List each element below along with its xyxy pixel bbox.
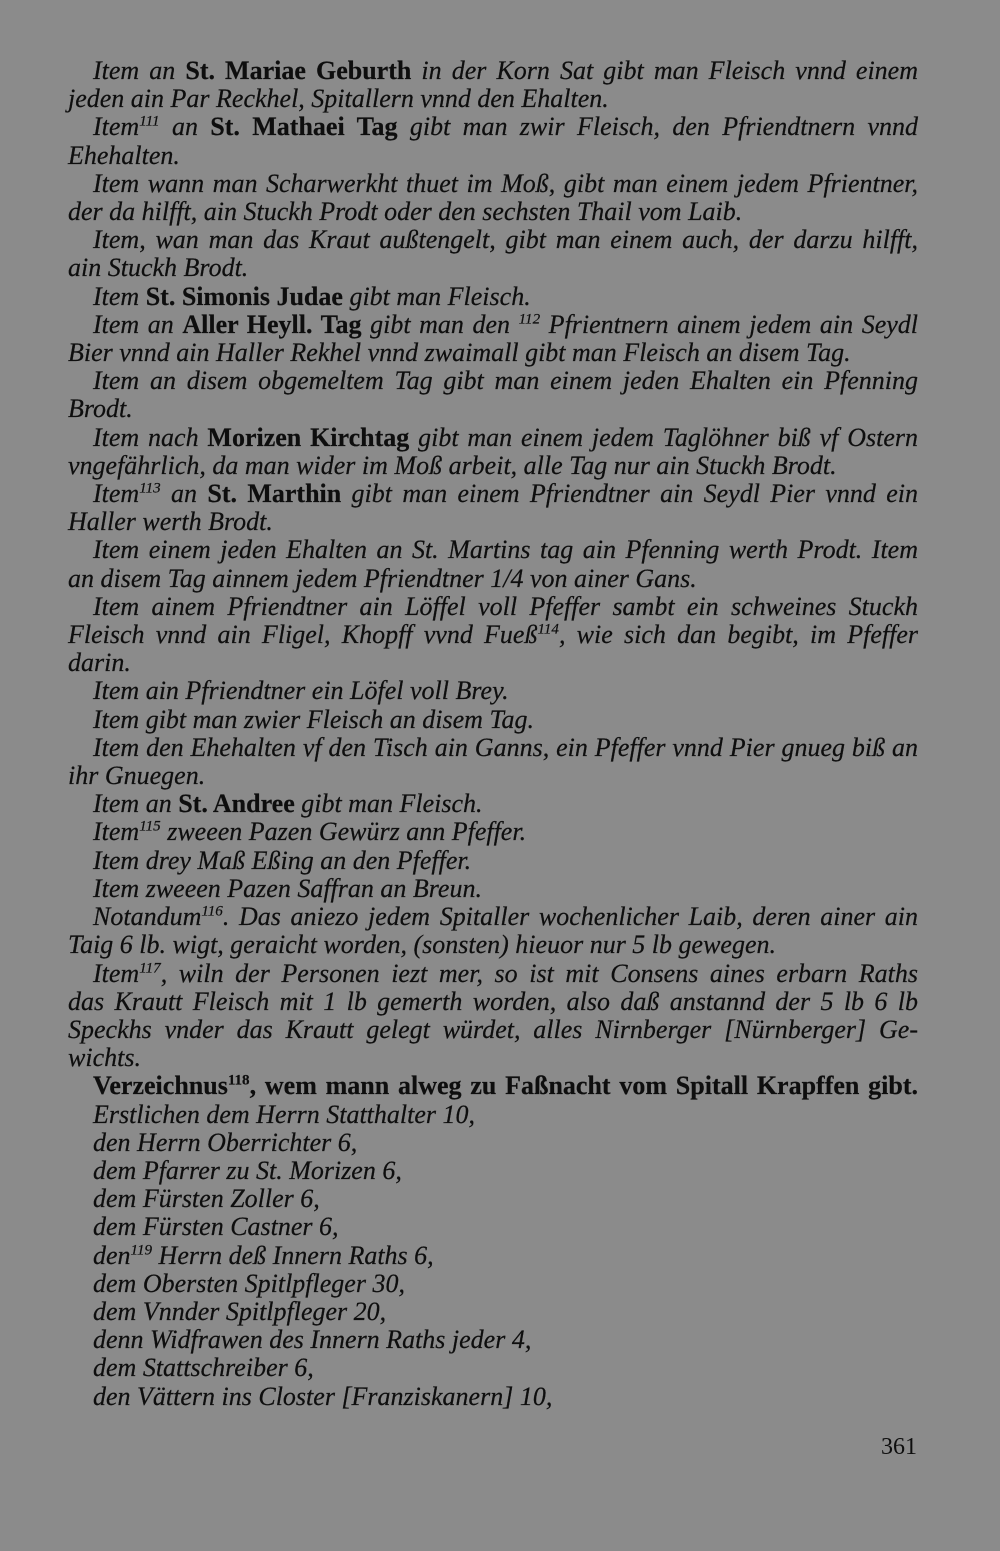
text-line <box>68 818 918 846</box>
italic-text: Haller werth Brodt. <box>68 507 273 537</box>
text-line <box>68 931 918 959</box>
italic-text: in der Korn Sat gibt man Fleisch vnnd einem <box>411 56 918 85</box>
list-item <box>68 1383 918 1411</box>
text-line <box>68 395 918 423</box>
list-item <box>68 1326 918 1354</box>
italic-text: dem Stattschreiber 6, <box>93 1353 314 1383</box>
text-line <box>68 734 918 762</box>
text-line <box>68 113 918 141</box>
italic-text: den <box>93 1240 131 1270</box>
list-item <box>68 1129 918 1157</box>
italic-text: Item <box>93 958 140 988</box>
italic-text: an <box>159 112 211 142</box>
list-item <box>68 1101 918 1129</box>
text-line <box>68 424 918 452</box>
feast-day-name: St. Simonis Judae <box>145 281 343 311</box>
italic-text: gibt man zwir Fleisch, den Pfriendtnern vnnd <box>397 112 918 142</box>
text-line <box>68 677 918 705</box>
footnote-ref: 118 <box>227 1072 250 1089</box>
italic-text: . Das aniezo jedem Spitaller wochenlicher Laib, deren ainer ain <box>222 902 918 932</box>
list-heading <box>68 1072 918 1100</box>
text-line <box>68 875 918 903</box>
italic-text: Item <box>93 281 146 311</box>
text-line <box>68 847 918 875</box>
footnote-ref: 116 <box>201 903 223 920</box>
text-line <box>68 593 918 621</box>
italic-text: dem Obersten Spitlpfleger 30, <box>93 1268 405 1298</box>
text-line <box>68 142 918 170</box>
italic-text: Item an <box>93 309 183 339</box>
list-item <box>68 1185 918 1213</box>
italic-text: gibt man einem jedem Taglöhner biß vf Ostern <box>409 422 918 452</box>
italic-text: dem Fürsten Zoller 6, <box>93 1184 320 1214</box>
italic-text: denn Widfrawen des Innern Raths jeder 4, <box>93 1325 532 1355</box>
italic-text: Item an <box>93 56 186 85</box>
italic-text: Item wann man Scharwerkht thuet im Moß, gibt man einem jedem Pfrientner, <box>93 168 918 198</box>
italic-text: Pfrientnern ainem jedem ain Seydl <box>540 309 918 339</box>
italic-text: dem Vnnder Spitlpfleger 20, <box>93 1296 387 1326</box>
text-line <box>68 1044 918 1072</box>
italic-text: ihr Gnuegen. <box>68 761 206 791</box>
italic-text: jeden ain Par Reckhel, Spitallern vnnd den Ehalten. <box>68 84 609 114</box>
text-line <box>68 254 918 282</box>
italic-text: an <box>160 479 208 509</box>
text-line <box>68 706 918 734</box>
text-line <box>68 903 918 931</box>
italic-text: Item drey Maß Eßing an den Pfeffer. <box>93 845 472 875</box>
footnote-ref: 115 <box>139 819 161 836</box>
italic-text: dem Pfarrer zu St. Morizen 6, <box>93 1155 402 1185</box>
text-line <box>68 226 918 254</box>
list-item <box>68 1213 918 1241</box>
italic-text: dem Fürsten Castner 6, <box>93 1212 339 1242</box>
italic-text: zweeen Pazen Gewürz ann Pfeffer. <box>160 817 527 847</box>
italic-text: gibt man einem Pfriendtner ain Seydl Pier vnnd ein <box>341 479 918 509</box>
italic-text: Brodt. <box>68 394 133 424</box>
page-text <box>68 57 918 1411</box>
feast-day-name: St. Mathaei Tag <box>210 112 398 142</box>
italic-text: Speckhs vnder das Krautt gelegt würdet, alles Nirnberger [Nürnberger] Ge- <box>68 1014 918 1044</box>
italic-text: Item ain Pfriendtner ein Löfel voll Brey. <box>93 676 509 706</box>
text-line <box>68 198 918 226</box>
italic-text: das Krautt Fleisch mit 1 lb gemerth worden, also daß anstannd der 5 lb 6 lb <box>68 986 918 1016</box>
italic-text: , wiln der Personen iezt mer, so ist mit Consens aines erbarn Raths <box>160 958 918 988</box>
text-line <box>68 565 918 593</box>
text-line <box>68 452 918 480</box>
italic-text: der da hilfft, ain Stuckh Prodt oder den sechsten Thail vom Laib. <box>68 197 743 227</box>
text-line <box>68 480 918 508</box>
text-line <box>68 960 918 988</box>
list-item <box>68 1242 918 1270</box>
text-line <box>68 283 918 311</box>
italic-text: Herrn deß Innern Raths 6, <box>152 1240 434 1270</box>
italic-text: Notandum <box>93 902 202 932</box>
list-item <box>68 1157 918 1185</box>
italic-text: den Vättern ins Closter [Franziskanern] 10, <box>93 1381 553 1411</box>
text-line <box>68 988 918 1016</box>
italic-text: Item ainem Pfriendtner ain Löffel voll Pfeffer sambt ein schweines Stuckh <box>93 591 918 621</box>
text-line <box>68 536 918 564</box>
italic-text: Ehehalten. <box>68 140 180 170</box>
text-line <box>68 170 918 198</box>
italic-text: gibt man den <box>361 309 519 339</box>
feast-day-name: St. Mariae Geburth <box>185 56 412 85</box>
heading-text: Verzeichnus <box>93 1071 228 1101</box>
text-line <box>68 508 918 536</box>
italic-text: gibt man Fleisch. <box>294 789 483 819</box>
italic-text: , wie sich dan begibt, im Pfeffer <box>558 620 918 650</box>
italic-text: vngefährlich, da man wider im Moß arbeit, alle Tag nur ain Stuckh Brodt. <box>68 450 837 480</box>
italic-text: gibt man Fleisch. <box>342 281 531 311</box>
heading-text: , wem mann alweg zu Faßnacht vom Spitall Krapffen gibt. <box>249 1071 918 1101</box>
italic-text: Item nach <box>93 422 208 452</box>
italic-text: Bier vnnd ain Haller Rekhel vnnd zwaimall gibt man Fleisch an disem Tag. <box>68 338 851 368</box>
feast-day-name: Aller Heyll. Tag <box>182 309 362 339</box>
text-line <box>68 57 918 85</box>
italic-text: Taig 6 lb. wigt, geraicht worden, (sonsten) hieuor nur 5 lb gewegen. <box>68 930 776 960</box>
italic-text: wichts. <box>68 1043 141 1073</box>
italic-text: Item an disem obgemeltem Tag gibt man einem jeden Ehalten ein Pfenning <box>93 366 918 396</box>
italic-text: an disem Tag ainnem jedem Pfriendtner 1/4 von ainer Gans. <box>68 563 697 593</box>
list-item <box>68 1270 918 1298</box>
italic-text: Item <box>93 112 140 142</box>
text-line <box>68 649 918 677</box>
italic-text: Item an <box>93 789 179 819</box>
italic-text: Erstlichen dem Herrn Statthalter 10, <box>93 1099 476 1129</box>
italic-text: Item <box>93 479 140 509</box>
feast-day-name: St. Andree <box>178 789 295 819</box>
footnote-ref: 112 <box>518 311 541 328</box>
text-line <box>68 339 918 367</box>
text-line <box>68 621 918 649</box>
footnote-ref: 119 <box>130 1242 153 1259</box>
text-line <box>68 1016 918 1044</box>
footnote-ref: 113 <box>139 480 161 497</box>
italic-text: Item den Ehehalten vf den Tisch ain Ganns, ein Pfeffer vnnd Pier gnueg biß an <box>93 732 918 762</box>
text-line <box>68 85 918 113</box>
italic-text: Item zweeen Pazen Saffran an Breun. <box>93 873 482 903</box>
feast-day-name: St. Marthin <box>207 479 342 509</box>
italic-text: darin. <box>68 648 131 678</box>
italic-text: Fleisch vnnd ain Fligel, Khopff vvnd Fueß <box>68 620 538 650</box>
text-line <box>68 762 918 790</box>
italic-text: Item, wan man das Kraut außtengelt, gibt man einem auch, der darzu hilfft, <box>93 225 918 255</box>
italic-text: den Herrn Oberrichter 6, <box>93 1127 358 1157</box>
footnote-ref: 117 <box>139 960 161 977</box>
italic-text: Item gibt man zwier Fleisch an disem Tag. <box>93 704 535 734</box>
page-number: 361 <box>881 1434 917 1460</box>
italic-text: Item <box>93 817 140 847</box>
text-line <box>68 367 918 395</box>
italic-text: ain Stuckh Brodt. <box>68 253 249 283</box>
footnote-ref: 114 <box>537 621 559 638</box>
italic-text: Item einem jeden Ehalten an St. Martins tag ain Pfenning werth Prodt. Item <box>93 535 918 565</box>
list-item <box>68 1354 918 1382</box>
list-item <box>68 1298 918 1326</box>
feast-day-name: Morizen Kirchtag <box>207 422 410 452</box>
footnote-ref: 111 <box>139 114 160 131</box>
text-line <box>68 790 918 818</box>
text-line <box>68 311 918 339</box>
